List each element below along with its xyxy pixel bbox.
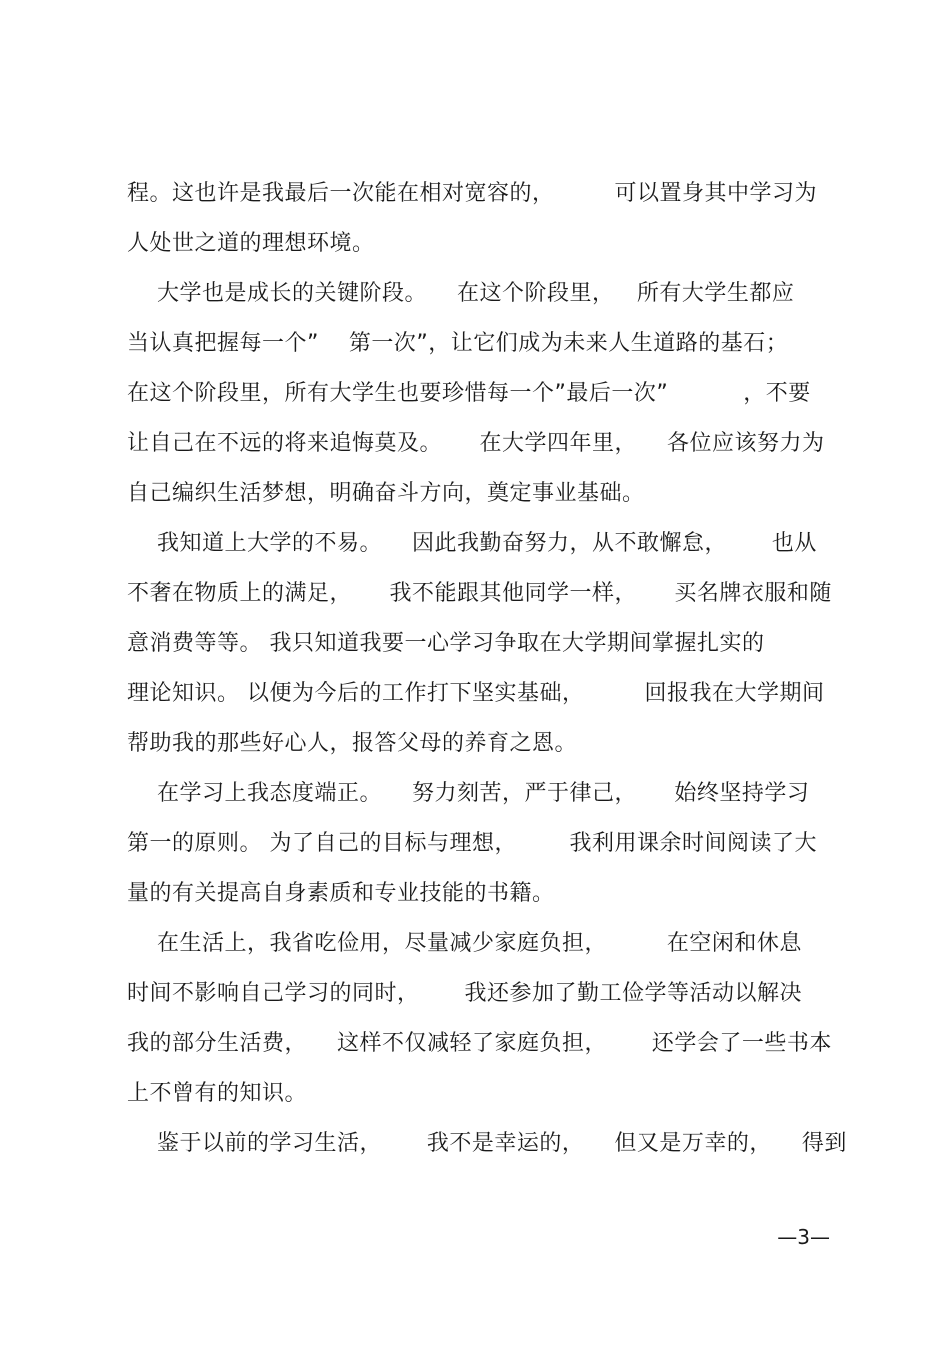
text-line: 鉴于以前的学习生活， 我不是幸运的， 但又是万幸的， 得到 [127,1131,847,1156]
page-number: —3— [777,1225,830,1249]
text-line: 大学也是成长的关键阶段。 在这个阶段里， 所有大学生都应 [127,281,795,306]
text-line: 上不曾有的知识。 [127,1081,308,1106]
text-line: 在学习上我态度端正。 努力刻苦，严于律己， 始终坚持学习 [127,781,810,806]
text-line: 第一的原则。 为了自己的目标与理想， 我利用课余时间阅读了大 [127,831,817,856]
text-line: 在生活上，我省吃俭用，尽量减少家庭负担， 在空闲和休息 [127,931,802,956]
text-line: 我知道上大学的不易。 因此我勤奋努力，从不敢懈怠， 也从 [127,531,817,556]
text-line: 量的有关提高自身素质和专业技能的书籍。 [127,881,555,906]
text-line: 程。这也许是我最后一次能在相对宽容的， 可以置身其中学习为 [127,181,817,206]
text-line: 不奢在物质上的满足， 我不能跟其他同学一样， 买名牌衣服和随 [127,581,832,606]
text-line: 意消费等等。 我只知道我要一心学习争取在大学期间掌握扎实的 [127,631,765,656]
text-line: 人处世之道的理想环境。 [127,231,375,256]
text-line: 帮助我的那些好心人，报答父母的养育之恩。 [127,731,578,756]
text-line: 时间不影响自己学习的同时， 我还参加了勤工俭学等活动以解决 [127,981,802,1006]
text-line: 当认真把握每一个” 第一次”，让它们成为未来人生道路的基石； [127,331,789,356]
text-line: 在这个阶段里，所有大学生也要珍惜每一个”最后一次” ，不要 [127,381,811,406]
text-line: 让自己在不远的将来追悔莫及。 在大学四年里， 各位应该努力为 [127,431,825,456]
text-line: 理论知识。 以便为今后的工作打下坚实基础， 回报我在大学期间 [127,681,825,706]
text-line: 自己编织生活梦想，明确奋斗方向，奠定事业基础。 [127,481,645,506]
text-line: 我的部分生活费， 这样不仅减轻了家庭负担， 还学会了一些书本 [127,1031,832,1056]
